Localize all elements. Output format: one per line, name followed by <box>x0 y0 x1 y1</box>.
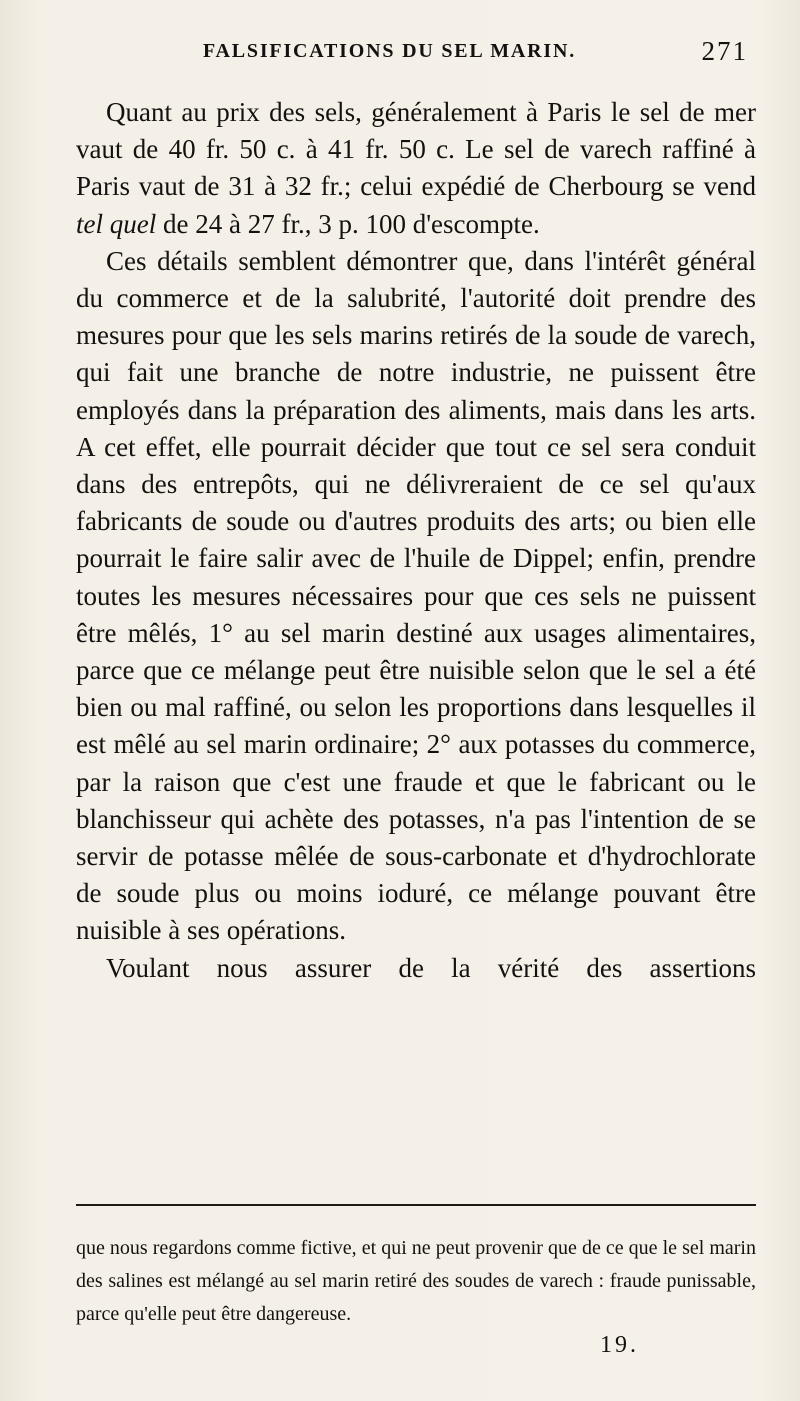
paragraph-details: Ces détails semblent démontrer que, dans l'intérêt général du commerce et de la salubrité, l'autorité doit prendre des mesures pour que les sels marins retirés de la soude de varech, qui fait une branche de notre industrie, ne puissent être employés dans la préparation des aliments, mais dans les arts. A cet effet, elle pourrait décider que tout ce sel sera conduit dans des entrepôts, qui ne délivreraient de ce sel qu'aux fabricants de soude ou d'autres produits des arts; ou bien elle pourrait le faire salir avec de l'huile de Dippel; enfin, prendre toutes les mesures nécessaires pour que ces sels ne puissent être mêlés, 1° au sel marin destiné aux usages alimentaires, parce que ce mélange peut être nuisible selon que le sel a été bien ou mal raffiné, ou selon les proportions dans lesquelles il est mêlé au sel marin ordinaire; 2° aux potasses du commerce, par la raison que c'est une fraude et que le fabricant ou le blanchisseur qui achète des potasses, n'a pas l'intention de se servir de potasse mêlée de sous-carbonate et d'hydrochlorate de soude plus ou moins ioduré, ce mélange pouvant être nuisible à ses opérations. <box>76 245 756 946</box>
paragraph-assertions: Voulant nous assurer de la vérité des assertions <box>106 952 756 983</box>
footnote-rule <box>76 1204 756 1206</box>
running-head <box>78 34 758 74</box>
footnote-text: que nous regardons comme fictive, et qui ne peut provenir que de ce que le sel marin des salines est mélangé au sel marin retiré des soudes de varech : fraude punissable, parce qu'elle peut être dangereuse. <box>76 1237 756 1325</box>
paragraph-price-text: Quant au prix des sels, généralement à Paris le sel de mer vaut de 40 fr. 50 c. à 41 fr. 50 c. Le sel de varech raffiné à Paris vaut de 31 à 32 fr.; celui expédié de Cherbourg se vend <box>76 97 756 202</box>
page-number: 271 <box>701 36 748 66</box>
paragraph-price <box>76 94 756 243</box>
running-title: FALSIFICATIONS DU SEL MARIN. <box>203 40 577 62</box>
signature-mark: 19. <box>600 1332 639 1358</box>
body-text <box>76 94 756 987</box>
footnote <box>76 1232 756 1331</box>
paragraph-price-end: de 24 à 27 fr., 3 p. 100 d'escompte. <box>156 208 540 239</box>
paragraph-price-italic: tel quel <box>76 208 157 239</box>
